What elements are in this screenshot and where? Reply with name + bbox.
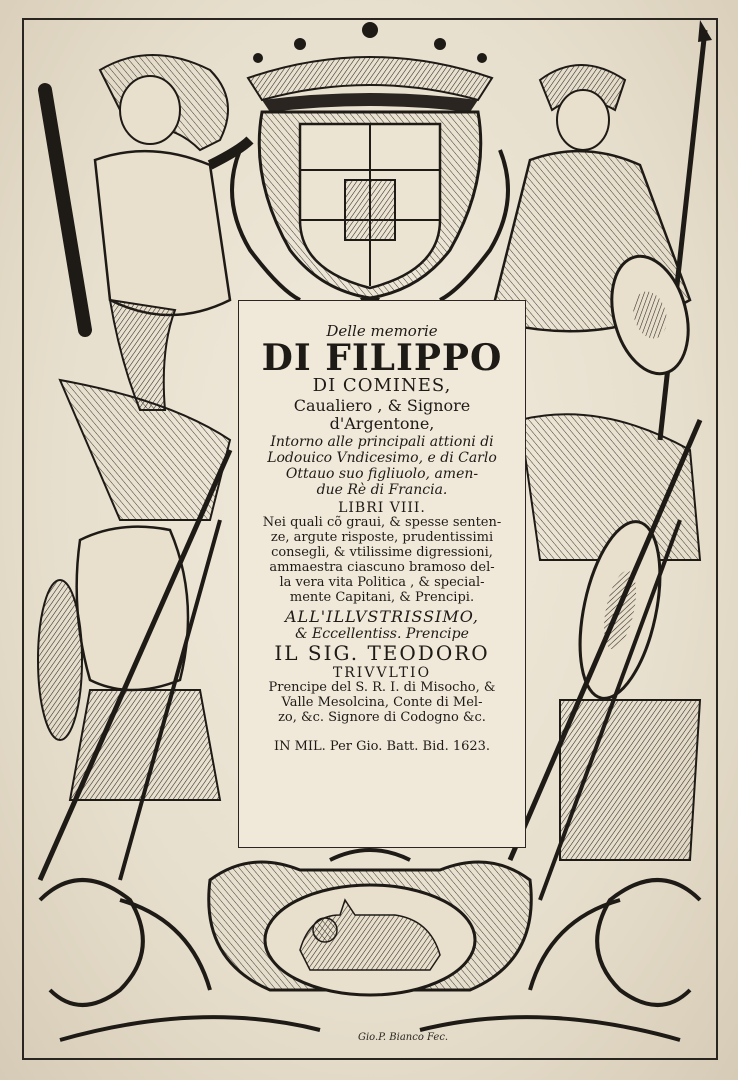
title-line: DI COMINES, — [312, 375, 452, 397]
armor-trophy-right-icon — [510, 414, 700, 900]
title-text-block — [238, 300, 526, 848]
coat-of-arms-icon — [232, 112, 508, 318]
title-line: zo, &c. Signore di Codogno &c. — [278, 710, 486, 726]
title-line: ze, argute risposte, prudentissimi — [270, 530, 494, 546]
title-line: Nei quali cõ graui, & spesse senten- — [262, 515, 502, 531]
title-line: LIBRI VIII. — [338, 500, 426, 517]
lynx-cartouche-icon — [209, 850, 532, 995]
title-line: ALL'ILLVSTRISSIMO, — [284, 606, 480, 626]
imprint-line: IN MIL. Per Gio. Batt. Bid. 1623. — [273, 739, 491, 755]
title-line: TRIVVLTIO — [332, 665, 432, 682]
title-line: Ottauo suo figliuolo, amen- — [285, 465, 479, 482]
title-line: due Rè di Francia. — [316, 482, 448, 498]
title-line: Lodouico Vndicesimo, e di Carlo — [267, 449, 497, 466]
title-line: DI FILIPPO — [261, 337, 503, 380]
title-line: & Eccellentiss. Prencipe — [295, 626, 469, 643]
hercules-figure-icon — [45, 55, 250, 410]
engraver-signature: Gio.P. Bianco Fec. — [358, 1032, 449, 1043]
title-line: ammaestra ciascuno bramoso del- — [269, 560, 495, 575]
title-line: mente Capitani, & Prencipi. — [289, 589, 475, 605]
title-line: d'Argentone, — [329, 414, 435, 434]
title-line: la vera vita Politica , & special- — [279, 574, 485, 590]
title-line: Caualiero , & Signore — [293, 395, 471, 415]
title-line: IL SIG. TEODORO — [274, 641, 490, 666]
title-line: Delle memorie — [326, 322, 438, 340]
title-line: Valle Mesolcina, Conte di Mel- — [281, 695, 483, 711]
title-line: Prencipe del S. R. I. di Misocho, & — [268, 680, 496, 696]
title-line: Intorno alle principali attioni di — [270, 433, 494, 450]
title-line: consegli, & vtilissime digressioni, — [271, 545, 493, 561]
armor-trophy-left-icon — [38, 380, 230, 880]
crown-icon — [248, 22, 492, 112]
